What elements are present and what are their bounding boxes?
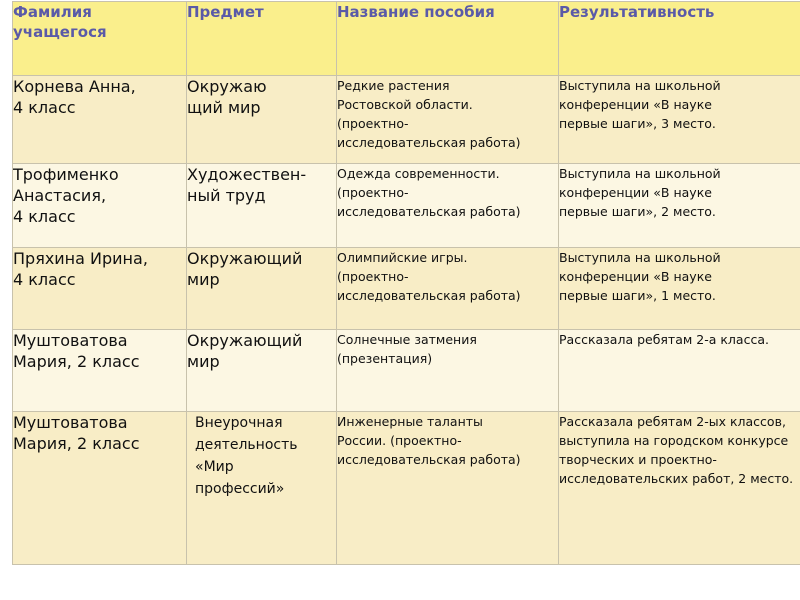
cell-result: Рассказала ребятам 2-ых классов, выступила на городском конкурсе творческих и проектно- исследовательских работ, 2 место. (559, 412, 800, 565)
cell-aid-title: Солнечные затмения (презентация) (337, 330, 559, 412)
table-row (13, 330, 800, 412)
header-student-name: Фамилия учащегося (13, 2, 187, 76)
cell-result: Выступила на школьной конференции «В науке первые шаги», 2 место. (559, 164, 800, 248)
table-row (13, 164, 800, 248)
header-subject: Предмет (187, 2, 337, 76)
table-row (13, 248, 800, 330)
cell-aid-title: Олимпийские игры. (проектно- исследовательская работа) (337, 248, 559, 330)
cell-student-name: Трофименко Анастасия, 4 класс (13, 164, 187, 248)
cell-subject: Окружаю щий мир (187, 76, 337, 164)
cell-aid-title: Одежда современности. (проектно- исследовательская работа) (337, 164, 559, 248)
cell-student-name: Муштоватова Мария, 2 класс (13, 412, 187, 565)
cell-result: Рассказала ребятам 2-а класса. (559, 330, 800, 412)
cell-result: Выступила на школьной конференции «В науке первые шаги», 3 место. (559, 76, 800, 164)
cell-subject: Внеурочная деятельность «Мир профессий» (187, 412, 337, 565)
header-result: Результативность (559, 2, 800, 76)
student-results-table (12, 1, 800, 565)
table-header-row (13, 2, 800, 76)
header-aid-title: Название пособия (337, 2, 559, 76)
cell-result: Выступила на школьной конференции «В науке первые шаги», 1 место. (559, 248, 800, 330)
cell-subject: Окружающий мир (187, 248, 337, 330)
cell-student-name: Пряхина Ирина, 4 класс (13, 248, 187, 330)
cell-student-name: Муштоватова Мария, 2 класс (13, 330, 187, 412)
cell-aid-title: Инженерные таланты России. (проектно- исследовательская работа) (337, 412, 559, 565)
cell-subject: Художествен- ный труд (187, 164, 337, 248)
table-row (13, 412, 800, 565)
table-row (13, 76, 800, 164)
cell-student-name: Корнева Анна, 4 класс (13, 76, 187, 164)
cell-aid-title: Редкие растения Ростовской области. (проектно- исследовательская работа) (337, 76, 559, 164)
cell-subject: Окружающий мир (187, 330, 337, 412)
